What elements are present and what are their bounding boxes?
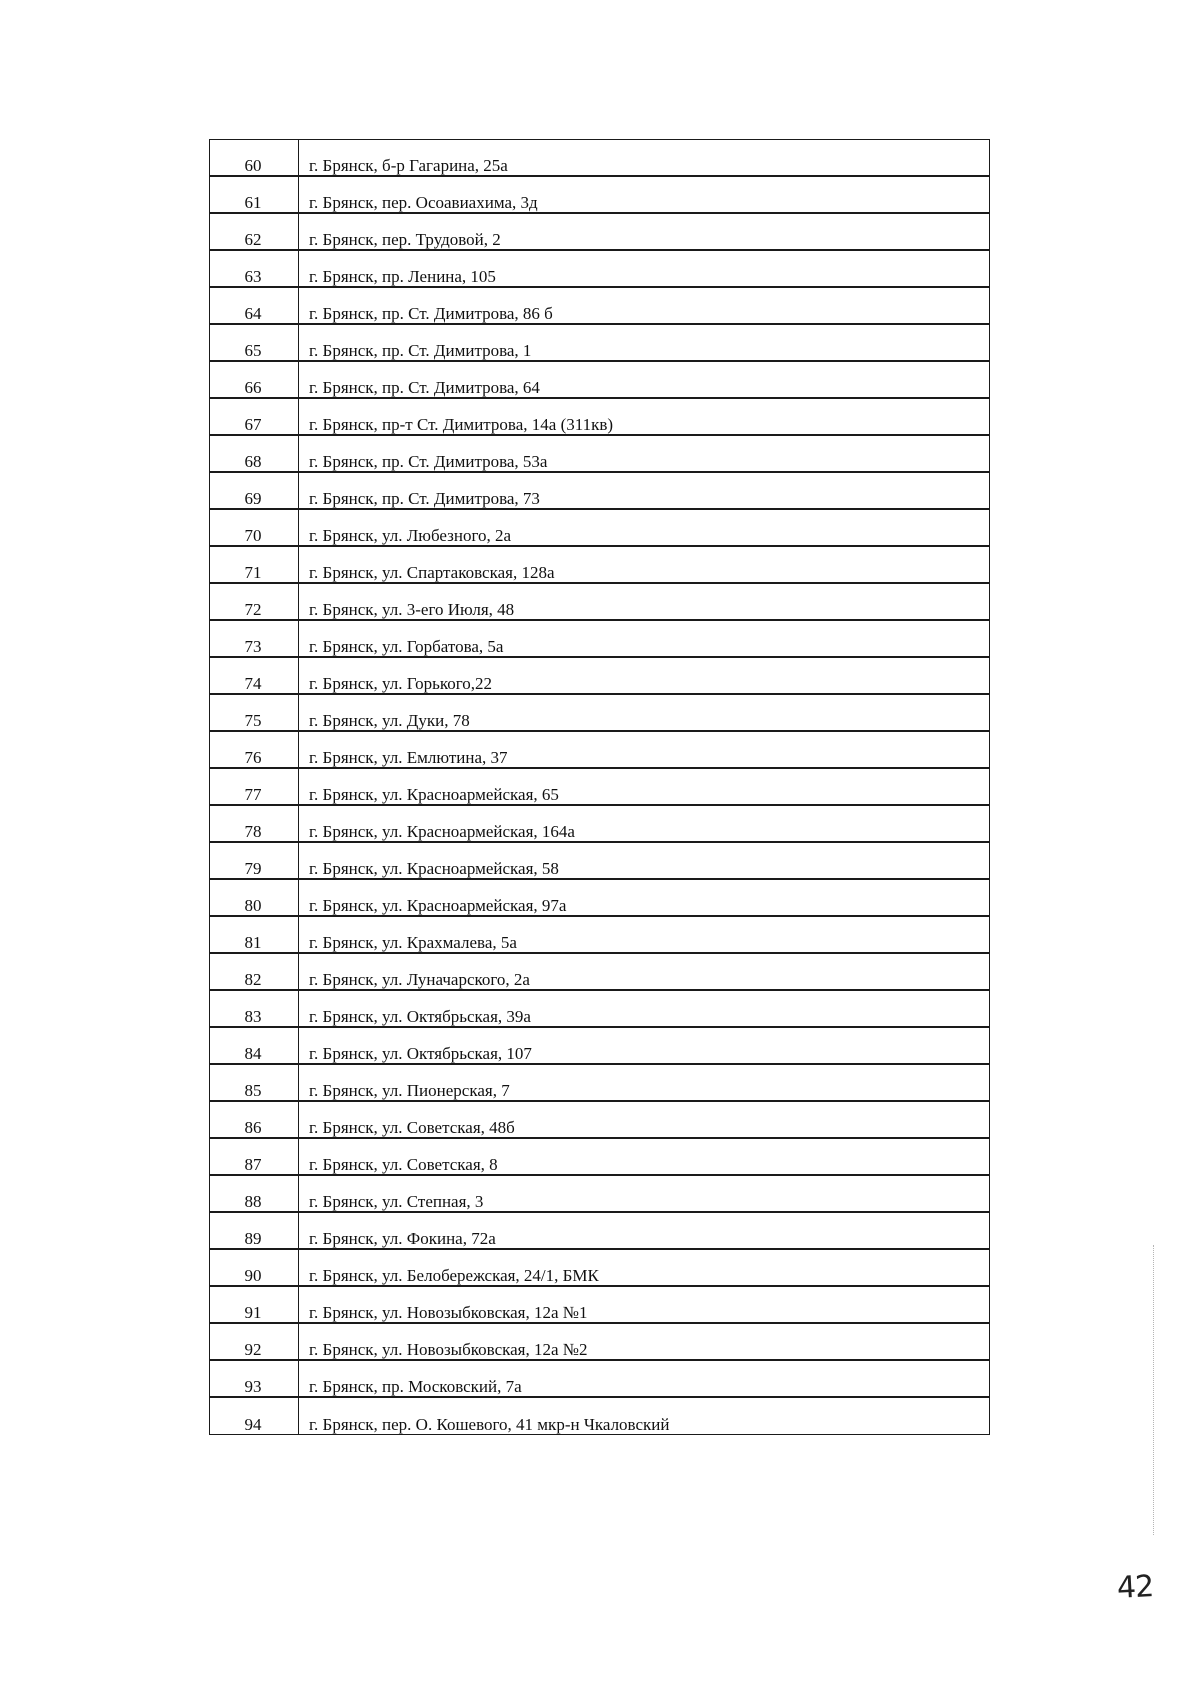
row-number-cell [210,547,299,584]
row-number-cell [210,399,299,436]
table-row [210,288,990,325]
row-number: 69 [210,490,298,509]
row-number: 70 [210,527,298,546]
address-text: г. Брянск, ул. Новозыбковская, 12а №1 [299,1304,989,1323]
table-row [210,1398,990,1435]
table-row [210,695,990,732]
address-cell [299,325,990,362]
table-row [210,214,990,251]
address-text: г. Брянск, ул. Луначарского, 2а [299,971,989,990]
table-row [210,473,990,510]
row-number: 73 [210,638,298,657]
address-cell [299,621,990,658]
table-row [210,547,990,584]
table-row [210,621,990,658]
table-row [210,1361,990,1398]
table-row [210,769,990,806]
address-cell [299,288,990,325]
address-text: г. Брянск, ул. Октябрьская, 107 [299,1045,989,1064]
address-cell [299,1102,990,1139]
table-row [210,843,990,880]
table-row [210,436,990,473]
address-cell [299,954,990,991]
address-text: г. Брянск, пр. Ст. Димитрова, 64 [299,379,989,398]
row-number-cell [210,732,299,769]
row-number: 67 [210,416,298,435]
table-row [210,251,990,288]
address-cell [299,991,990,1028]
row-number-cell [210,695,299,732]
address-text: г. Брянск, ул. Советская, 8 [299,1156,989,1175]
row-number: 84 [210,1045,298,1064]
address-cell [299,1028,990,1065]
row-number: 80 [210,897,298,916]
row-number: 65 [210,342,298,361]
address-text: г. Брянск, ул. Красноармейская, 164а [299,823,989,842]
address-text: г. Брянск, ул. Любезного, 2а [299,527,989,546]
address-cell [299,1398,990,1435]
table-row [210,658,990,695]
address-cell [299,510,990,547]
table-row [210,1287,990,1324]
row-number: 60 [210,157,298,176]
address-cell [299,1361,990,1398]
address-cell [299,880,990,917]
address-text: г. Брянск, пр. Ст. Димитрова, 86 б [299,305,989,324]
row-number-cell [210,1102,299,1139]
table-row [210,510,990,547]
row-number-cell [210,1324,299,1361]
address-text: г. Брянск, пр. Ст. Димитрова, 1 [299,342,989,361]
row-number: 63 [210,268,298,287]
address-text: г. Брянск, пр. Ст. Димитрова, 73 [299,490,989,509]
row-number: 88 [210,1193,298,1212]
address-cell [299,658,990,695]
address-text: г. Брянск, ул. Горького,22 [299,675,989,694]
row-number: 76 [210,749,298,768]
address-cell [299,140,990,177]
table-row [210,954,990,991]
row-number-cell [210,288,299,325]
row-number-cell [210,140,299,177]
address-table-body [210,140,990,1435]
address-cell [299,251,990,288]
row-number-cell [210,1213,299,1250]
address-cell [299,547,990,584]
row-number-cell [210,251,299,288]
address-cell [299,1213,990,1250]
table-row [210,732,990,769]
row-number-cell [210,917,299,954]
row-number-cell [210,621,299,658]
row-number: 81 [210,934,298,953]
address-cell [299,584,990,621]
handwritten-page-number: 42 [1116,1569,1155,1606]
row-number-cell [210,214,299,251]
row-number: 64 [210,305,298,324]
table-row [210,177,990,214]
address-text: г. Брянск, ул. Крахмалева, 5а [299,934,989,953]
address-table [209,139,990,1435]
row-number: 91 [210,1304,298,1323]
row-number-cell [210,1287,299,1324]
row-number: 75 [210,712,298,731]
address-cell [299,917,990,954]
address-text: г. Брянск, ул. Пионерская, 7 [299,1082,989,1101]
address-text: г. Брянск, пр. Ст. Димитрова, 53а [299,453,989,472]
row-number-cell [210,436,299,473]
row-number-cell [210,1139,299,1176]
table-row [210,362,990,399]
address-text: г. Брянск, ул. Новозыбковская, 12а №2 [299,1341,989,1360]
table-row [210,1028,990,1065]
address-cell [299,806,990,843]
address-cell [299,1065,990,1102]
row-number: 68 [210,453,298,472]
row-number-cell [210,510,299,547]
row-number-cell [210,954,299,991]
row-number-cell [210,658,299,695]
row-number: 89 [210,1230,298,1249]
table-row [210,584,990,621]
address-cell [299,732,990,769]
address-text: г. Брянск, пр. Московский, 7а [299,1378,989,1397]
address-text: г. Брянск, ул. Красноармейская, 58 [299,860,989,879]
table-row [210,140,990,177]
address-text: г. Брянск, ул. Фокина, 72а [299,1230,989,1249]
row-number: 79 [210,860,298,879]
row-number-cell [210,1028,299,1065]
address-cell [299,843,990,880]
row-number-cell [210,1065,299,1102]
address-cell [299,214,990,251]
table-row [210,325,990,362]
address-text: г. Брянск, ул. Советская, 48б [299,1119,989,1138]
address-text: г. Брянск, ул. Емлютина, 37 [299,749,989,768]
row-number-cell [210,473,299,510]
row-number: 71 [210,564,298,583]
table-row [210,806,990,843]
table-row [210,1250,990,1287]
row-number-cell [210,806,299,843]
row-number: 62 [210,231,298,250]
row-number-cell [210,177,299,214]
row-number: 74 [210,675,298,694]
address-cell [299,1250,990,1287]
address-text: г. Брянск, пр. Ленина, 105 [299,268,989,287]
address-cell [299,1176,990,1213]
row-number-cell [210,991,299,1028]
address-text: г. Брянск, пер. Трудовой, 2 [299,231,989,250]
row-number: 86 [210,1119,298,1138]
table-row [210,880,990,917]
row-number: 93 [210,1378,298,1397]
address-cell [299,177,990,214]
row-number: 66 [210,379,298,398]
table-row [210,991,990,1028]
address-cell [299,362,990,399]
table-row [210,1102,990,1139]
address-cell [299,399,990,436]
address-text: г. Брянск, ул. Белобережская, 24/1, БМК [299,1267,989,1286]
row-number: 90 [210,1267,298,1286]
row-number-cell [210,880,299,917]
address-text: г. Брянск, ул. Октябрьская, 39а [299,1008,989,1027]
row-number: 94 [244,1415,262,1434]
table-row [210,1213,990,1250]
row-number: 85 [210,1082,298,1101]
address-text: г. Брянск, ул. Горбатова, 5а [299,638,989,657]
row-number: 92 [210,1341,298,1360]
scan-artifact-line [1153,1245,1154,1535]
address-text: г. Брянск, пер. О. Кошевого, 41 мкр-н Чкаловский [309,1415,670,1434]
table-row [210,1065,990,1102]
row-number: 61 [210,194,298,213]
address-text: г. Брянск, ул. 3-его Июля, 48 [299,601,989,620]
row-number: 72 [210,601,298,620]
row-number-cell [210,1250,299,1287]
table-row [210,917,990,954]
address-text: г. Брянск, ул. Степная, 3 [299,1193,989,1212]
row-number: 82 [210,971,298,990]
row-number-cell [210,584,299,621]
address-text: г. Брянск, ул. Красноармейская, 97а [299,897,989,916]
address-text: г. Брянск, ул. Спартаковская, 128а [299,564,989,583]
address-cell [299,1324,990,1361]
row-number: 83 [210,1008,298,1027]
address-cell [299,1287,990,1324]
address-cell [299,1139,990,1176]
row-number: 78 [210,823,298,842]
row-number: 87 [210,1156,298,1175]
row-number-cell [210,325,299,362]
address-cell [299,436,990,473]
address-text: г. Брянск, ул. Дуки, 78 [299,712,989,731]
table-row [210,1176,990,1213]
table-row [210,399,990,436]
address-text: г. Брянск, пр-т Ст. Димитрова, 14а (311кв) [299,416,989,435]
address-cell [299,695,990,732]
row-number-cell [210,769,299,806]
address-text: г. Брянск, ул. Красноармейская, 65 [299,786,989,805]
row-number-cell [210,843,299,880]
table-row [210,1324,990,1361]
address-cell [299,473,990,510]
address-text: г. Брянск, пер. Осоавиахима, 3д [299,194,989,213]
row-number-cell [210,1398,299,1435]
address-text: г. Брянск, б-р Гагарина, 25а [299,157,989,176]
row-number-cell [210,362,299,399]
row-number: 77 [210,786,298,805]
address-cell [299,769,990,806]
row-number-cell [210,1176,299,1213]
row-number-cell [210,1361,299,1398]
table-row [210,1139,990,1176]
